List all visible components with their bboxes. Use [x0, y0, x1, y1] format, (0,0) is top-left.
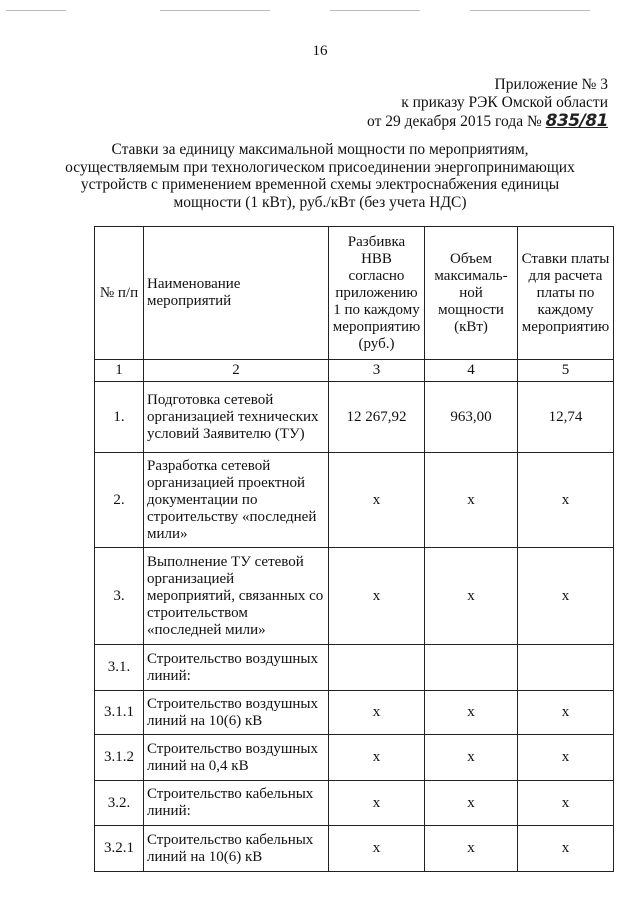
row-number: 3.1.1	[95, 691, 144, 735]
row-number: 3.2.	[95, 781, 144, 826]
table-row	[95, 453, 614, 548]
row-number: 3.	[95, 548, 144, 645]
appendix-line: Приложение № 3	[494, 76, 608, 93]
row-rate: x	[518, 453, 614, 548]
title-line: осуществляемым при технологическом присоединении энергопринимающих	[65, 158, 575, 176]
row-rate: x	[518, 826, 614, 872]
row-power	[425, 645, 518, 691]
row-power: x	[425, 548, 518, 645]
table-row	[95, 691, 614, 735]
row-number: 3.2.1	[95, 826, 144, 872]
scan-artifact	[330, 10, 420, 11]
row-name: Строительство кабельных линий:	[144, 781, 329, 826]
column-index: 4	[425, 360, 518, 382]
row-rate	[518, 645, 614, 691]
row-number: 2.	[95, 453, 144, 548]
row-number: 3.1.2	[95, 735, 144, 781]
row-nvv	[329, 645, 425, 691]
row-name: Подготовка сетевой организацией технических условий Заявителю (ТУ)	[144, 382, 329, 453]
title-line: мощности (1 кВт), руб./кВт (без учета НДС)	[173, 193, 467, 211]
row-nvv: x	[329, 453, 425, 548]
table-row	[95, 781, 614, 826]
row-name: Строительство кабельных линий на 10(6) кВ	[144, 826, 329, 872]
title-line: устройств с применением временной схемы электроснабжения единицы	[80, 176, 560, 193]
row-nvv: 12 267,92	[329, 382, 425, 453]
row-nvv: x	[329, 548, 425, 645]
appendix-block	[367, 76, 608, 131]
document-title	[60, 141, 580, 211]
row-power: x	[425, 735, 518, 781]
row-power: x	[425, 781, 518, 826]
row-rate: x	[518, 691, 614, 735]
row-name: Строительство воздушных линий на 10(6) кВ	[144, 691, 329, 735]
column-index: 1	[95, 360, 144, 382]
row-rate: x	[518, 548, 614, 645]
page-number: 16	[312, 43, 328, 59]
header-number: № п/п	[95, 227, 144, 360]
table-row	[95, 826, 614, 872]
row-nvv: x	[329, 735, 425, 781]
row-number: 1.	[95, 382, 144, 453]
row-power: x	[425, 453, 518, 548]
table-row	[95, 645, 614, 691]
header-name: Наименование мероприятий	[144, 227, 329, 360]
row-rate: 12,74	[518, 382, 614, 453]
header-rate: Ставки платы для расчета платы по каждому мероприятию	[518, 227, 614, 360]
column-index: 3	[329, 360, 425, 382]
column-index: 2	[144, 360, 329, 382]
row-name: Строительство воздушных линий на 0,4 кВ	[144, 735, 329, 781]
column-index: 5	[518, 360, 614, 382]
order-number-handwritten: 835/81	[545, 111, 608, 131]
row-power: 963,00	[425, 382, 518, 453]
table-row	[95, 548, 614, 645]
row-power: x	[425, 826, 518, 872]
row-number: 3.1.	[95, 645, 144, 691]
scan-artifact	[6, 10, 66, 11]
appendix-line: к приказу РЭК Омской области	[401, 94, 608, 111]
row-power: x	[425, 691, 518, 735]
header-power: Объем максималь-ной мощности (кВт)	[425, 227, 518, 360]
row-nvv: x	[329, 781, 425, 826]
appendix-date-text: от 29 декабря 2015 года №	[367, 113, 542, 130]
scan-artifact	[470, 10, 590, 11]
title-line: Ставки за единицу максимальной мощности по мероприятиям,	[111, 141, 529, 158]
row-rate: x	[518, 735, 614, 781]
row-name: Строительство воздушных линий:	[144, 645, 329, 691]
table-row	[95, 382, 614, 453]
header-nvv: Разбивка НВВ согласно приложению 1 по каждому мероприятию (руб.)	[329, 227, 425, 360]
row-name: Разработка сетевой организацией проектной документации по строительству «последней мили»	[144, 453, 329, 548]
row-nvv: x	[329, 826, 425, 872]
column-index-row	[95, 360, 614, 382]
row-nvv: x	[329, 691, 425, 735]
row-name: Выполнение ТУ сетевой организацией мероприятий, связанных со строительством «последней мили»	[144, 548, 329, 645]
rates-table	[94, 226, 614, 872]
row-rate: x	[518, 781, 614, 826]
table-row	[95, 735, 614, 781]
appendix-date-line	[367, 112, 608, 131]
scan-artifact	[160, 10, 270, 11]
table-header-row	[95, 227, 614, 360]
